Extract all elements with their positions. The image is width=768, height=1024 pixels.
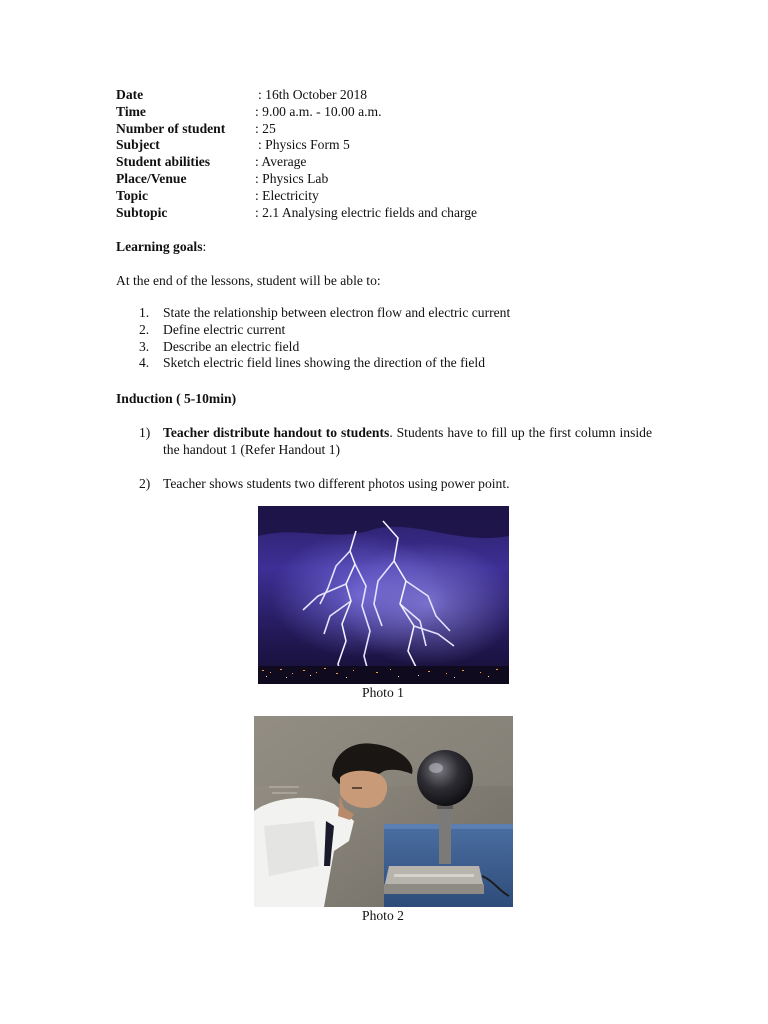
learning-goals-heading-colon: : bbox=[202, 239, 207, 254]
info-label: Student abilities bbox=[116, 154, 211, 170]
learning-goals-heading-text: Learning goals bbox=[116, 239, 203, 254]
step-text: . Students have to fill up the first column inside the handout 1 (Refer Handout 1) bbox=[163, 425, 652, 457]
info-value: : Electricity bbox=[255, 187, 319, 203]
info-value: : Average bbox=[255, 154, 307, 170]
info-label: Topic bbox=[116, 187, 148, 203]
info-value: : 25 bbox=[255, 120, 276, 136]
lightning-image bbox=[258, 506, 509, 684]
info-value: : 2.1 Analysing electric fields and charge bbox=[255, 204, 478, 220]
info-value: : Physics Lab bbox=[255, 170, 329, 186]
info-row-student-abilities bbox=[116, 154, 477, 171]
learning-goals-intro: At the end of the lessons, student will be able to: bbox=[116, 273, 381, 288]
info-label: Number of student bbox=[116, 120, 226, 136]
list-item-number: 1. bbox=[139, 305, 150, 320]
info-value: : Physics Form 5 bbox=[258, 137, 350, 153]
induction-steps-continued bbox=[139, 475, 652, 492]
van-de-graaff-image bbox=[254, 716, 513, 907]
info-value: : 16th October 2018 bbox=[258, 87, 368, 102]
step-number: 1) bbox=[139, 425, 151, 440]
list-item-text: Sketch electric field lines showing the direction of the field bbox=[163, 355, 485, 371]
list-item-number: 2. bbox=[139, 321, 150, 337]
lesson-info-table bbox=[116, 87, 477, 221]
induction-step bbox=[139, 424, 652, 458]
van-de-graaff-photo bbox=[254, 716, 513, 907]
learning-goals-heading bbox=[116, 238, 206, 255]
info-row-topic bbox=[116, 188, 477, 205]
induction-steps bbox=[139, 424, 652, 458]
learning-goals-list bbox=[139, 305, 510, 372]
info-row-time bbox=[116, 104, 477, 121]
list-item-number: 4. bbox=[139, 355, 150, 371]
step-bold-text: Teacher distribute handout to students bbox=[163, 425, 390, 440]
info-row-number-of-student bbox=[116, 121, 477, 138]
step-text: Teacher shows students two different photos using power point. bbox=[163, 476, 510, 491]
info-label: Subject bbox=[116, 137, 160, 153]
info-label: Date bbox=[116, 87, 144, 102]
photo-caption: Photo 2 bbox=[362, 908, 404, 923]
photo-caption: Photo 1 bbox=[362, 685, 404, 700]
info-label: Subtopic bbox=[116, 204, 168, 220]
list-item bbox=[139, 355, 510, 372]
list-item bbox=[139, 305, 510, 322]
list-item-text: State the relationship between electron flow and electric current bbox=[163, 305, 511, 320]
list-item bbox=[139, 322, 510, 339]
list-item-number: 3. bbox=[139, 338, 150, 354]
induction-step bbox=[139, 475, 652, 492]
info-value: : 9.00 a.m. - 10.00 a.m. bbox=[255, 103, 382, 119]
list-item-text: Define electric current bbox=[163, 321, 286, 337]
info-label: Time bbox=[116, 103, 146, 119]
info-row-place-venue bbox=[116, 171, 477, 188]
list-item bbox=[139, 339, 510, 356]
info-row-date bbox=[116, 87, 477, 104]
info-row-subtopic bbox=[116, 205, 477, 222]
info-label: Place/Venue bbox=[116, 170, 187, 186]
list-item-text: Describe an electric field bbox=[163, 338, 300, 354]
step-number: 2) bbox=[139, 476, 151, 491]
lightning-photo bbox=[258, 506, 509, 684]
induction-heading: Induction ( 5-10min) bbox=[116, 391, 237, 406]
info-row-subject bbox=[116, 137, 477, 154]
